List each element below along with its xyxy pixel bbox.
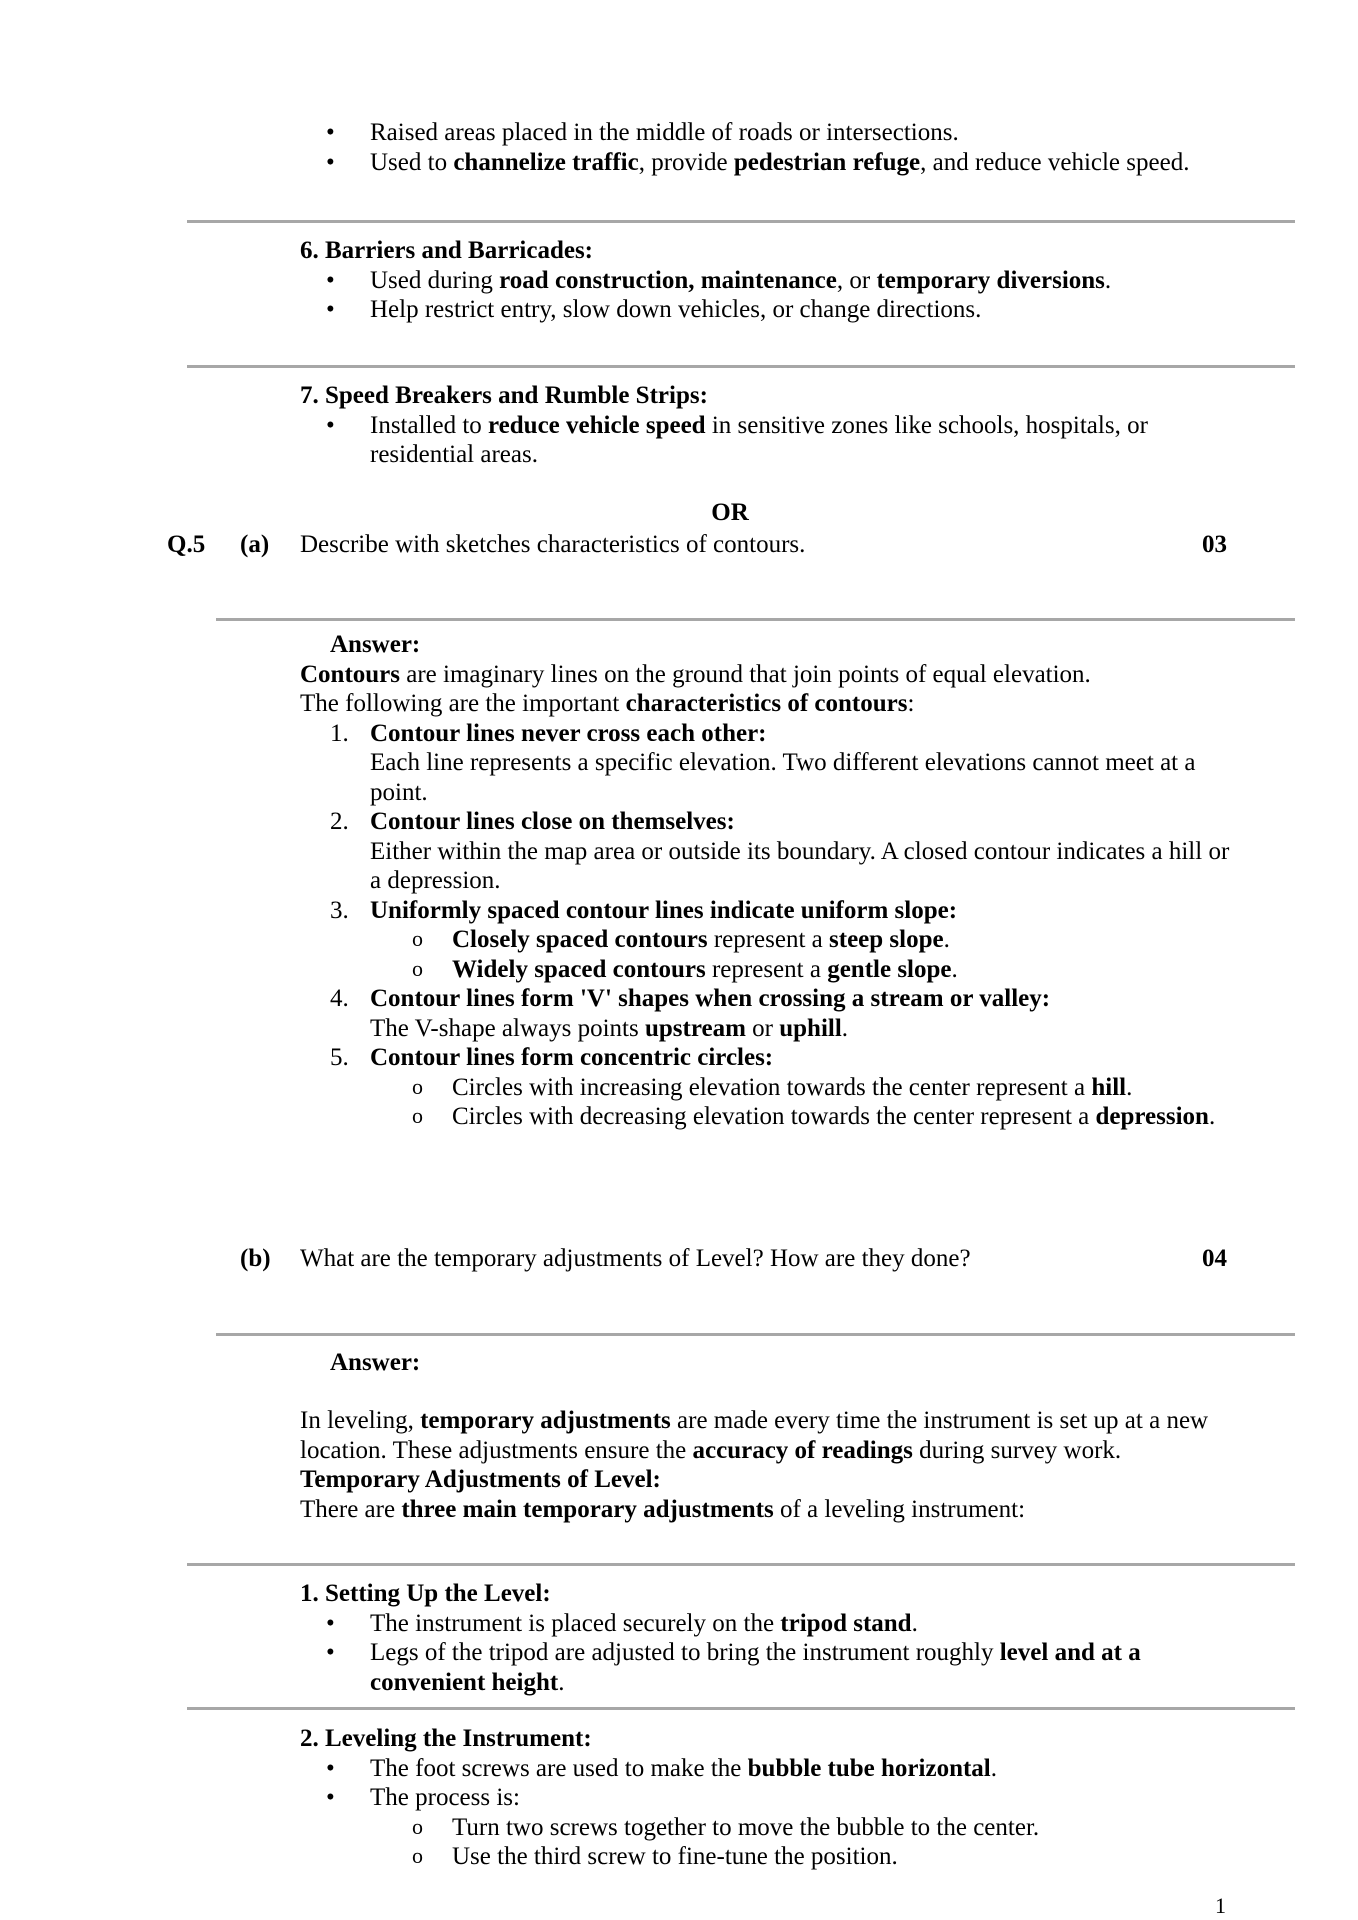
list-item: • Used during road construction, maintenance, or temporary diversions.: [300, 266, 1230, 296]
answer-paragraph: In leveling, temporary adjustments are made every time the instrument is set up at a new location. These adjustments ensure the accuracy of readings during survey work.: [300, 1407, 1209, 1464]
section-heading: 2. Leveling the Instrument:: [300, 1725, 592, 1752]
answer-label: Answer:: [330, 1349, 421, 1376]
answer-subheading: Temporary Adjustments of Level:: [300, 1466, 661, 1493]
sub-list-item: o Closely spaced contours represent a steep slope.: [300, 925, 1230, 955]
answer-a: [300, 630, 1230, 1132]
list-item: 5. Contour lines form concentric circles:: [330, 1044, 774, 1071]
section-heading: 7. Speed Breakers and Rumble Strips:: [300, 382, 708, 409]
list-item: • Installed to reduce vehicle speed in sensitive zones like schools, hospitals, or residential areas.: [300, 411, 1230, 470]
section-setting-up: [300, 1579, 1230, 1697]
list-item: • The foot screws are used to make the bubble tube horizontal.: [300, 1754, 1230, 1784]
list-item: 3. Uniformly spaced contour lines indicate uniform slope:: [330, 896, 958, 924]
list-item: • Legs of the tripod are adjusted to bring the instrument roughly level and at a convenient height.: [300, 1638, 1230, 1697]
sub-list-item: o Widely spaced contours represent a gentle slope.: [300, 955, 1230, 985]
answer-intro: Contours are imaginary lines on the ground that join points of equal elevation.: [300, 660, 1091, 688]
sub-list-item: o Circles with increasing elevation towards the center represent a hill.: [300, 1073, 1230, 1103]
question-part-a: (a): [240, 531, 270, 558]
list-item: • The instrument is placed securely on the tripod stand.: [300, 1609, 1230, 1639]
question-marks: 04: [1202, 1245, 1227, 1272]
section-heading: 6. Barriers and Barricades:: [300, 237, 594, 264]
section-speed-breakers: [300, 381, 1230, 470]
list-item: • The process is:: [300, 1783, 1230, 1813]
traffic-island-bullets: [300, 118, 1230, 177]
section-divider: [187, 1563, 1295, 1566]
list-item: • Used to channelize traffic, provide pedestrian refuge, and reduce vehicle speed.: [300, 148, 1230, 178]
section-divider: [187, 1707, 1295, 1710]
section-divider: [187, 365, 1295, 368]
sub-list-item: o Circles with decreasing elevation towards the center represent a depression.: [300, 1102, 1230, 1132]
section-divider: [187, 220, 1295, 223]
list-item: 2. Contour lines close on themselves: Either within the map area or outside its boundary. A closed contour indicates a hill or a depression.: [330, 808, 1230, 894]
section-barriers: [300, 236, 1230, 325]
question-text: Describe with sketches characteristics of contours.: [300, 531, 806, 558]
answer-intro: The following are the important characteristics of contours:: [300, 690, 915, 717]
list-item: 1. Contour lines never cross each other: Each line represents a specific elevation. Two different elevations cannot meet at a point.: [330, 719, 1196, 806]
question-text: What are the temporary adjustments of Level? How are they done?: [300, 1245, 971, 1272]
question-part-b: (b): [240, 1245, 271, 1272]
list-item: 4. Contour lines form 'V' shapes when crossing a stream or valley: The V-shape always points upstream or uphill.: [330, 985, 1051, 1042]
sub-list-item: o Turn two screws together to move the bubble to the center.: [300, 1813, 1230, 1843]
section-leveling: [300, 1724, 1230, 1872]
or-separator: OR: [711, 499, 749, 526]
list-item: • Raised areas placed in the middle of roads or intersections.: [300, 118, 1230, 148]
question-number: Q.5: [167, 531, 206, 558]
sub-list-item: o Use the third screw to fine-tune the position.: [300, 1842, 1230, 1872]
answer-b: [300, 1406, 1230, 1524]
page-number: 1: [1215, 1893, 1226, 1918]
question-marks: 03: [1202, 531, 1227, 558]
answer-divider: [216, 618, 1295, 621]
answer-label: Answer:: [330, 631, 421, 658]
list-item: • Help restrict entry, slow down vehicles, or change directions.: [300, 295, 1230, 325]
section-heading: 1. Setting Up the Level:: [300, 1580, 551, 1607]
answer-divider: [216, 1333, 1295, 1336]
answer-paragraph: There are three main temporary adjustments of a leveling instrument:: [300, 1495, 1026, 1523]
